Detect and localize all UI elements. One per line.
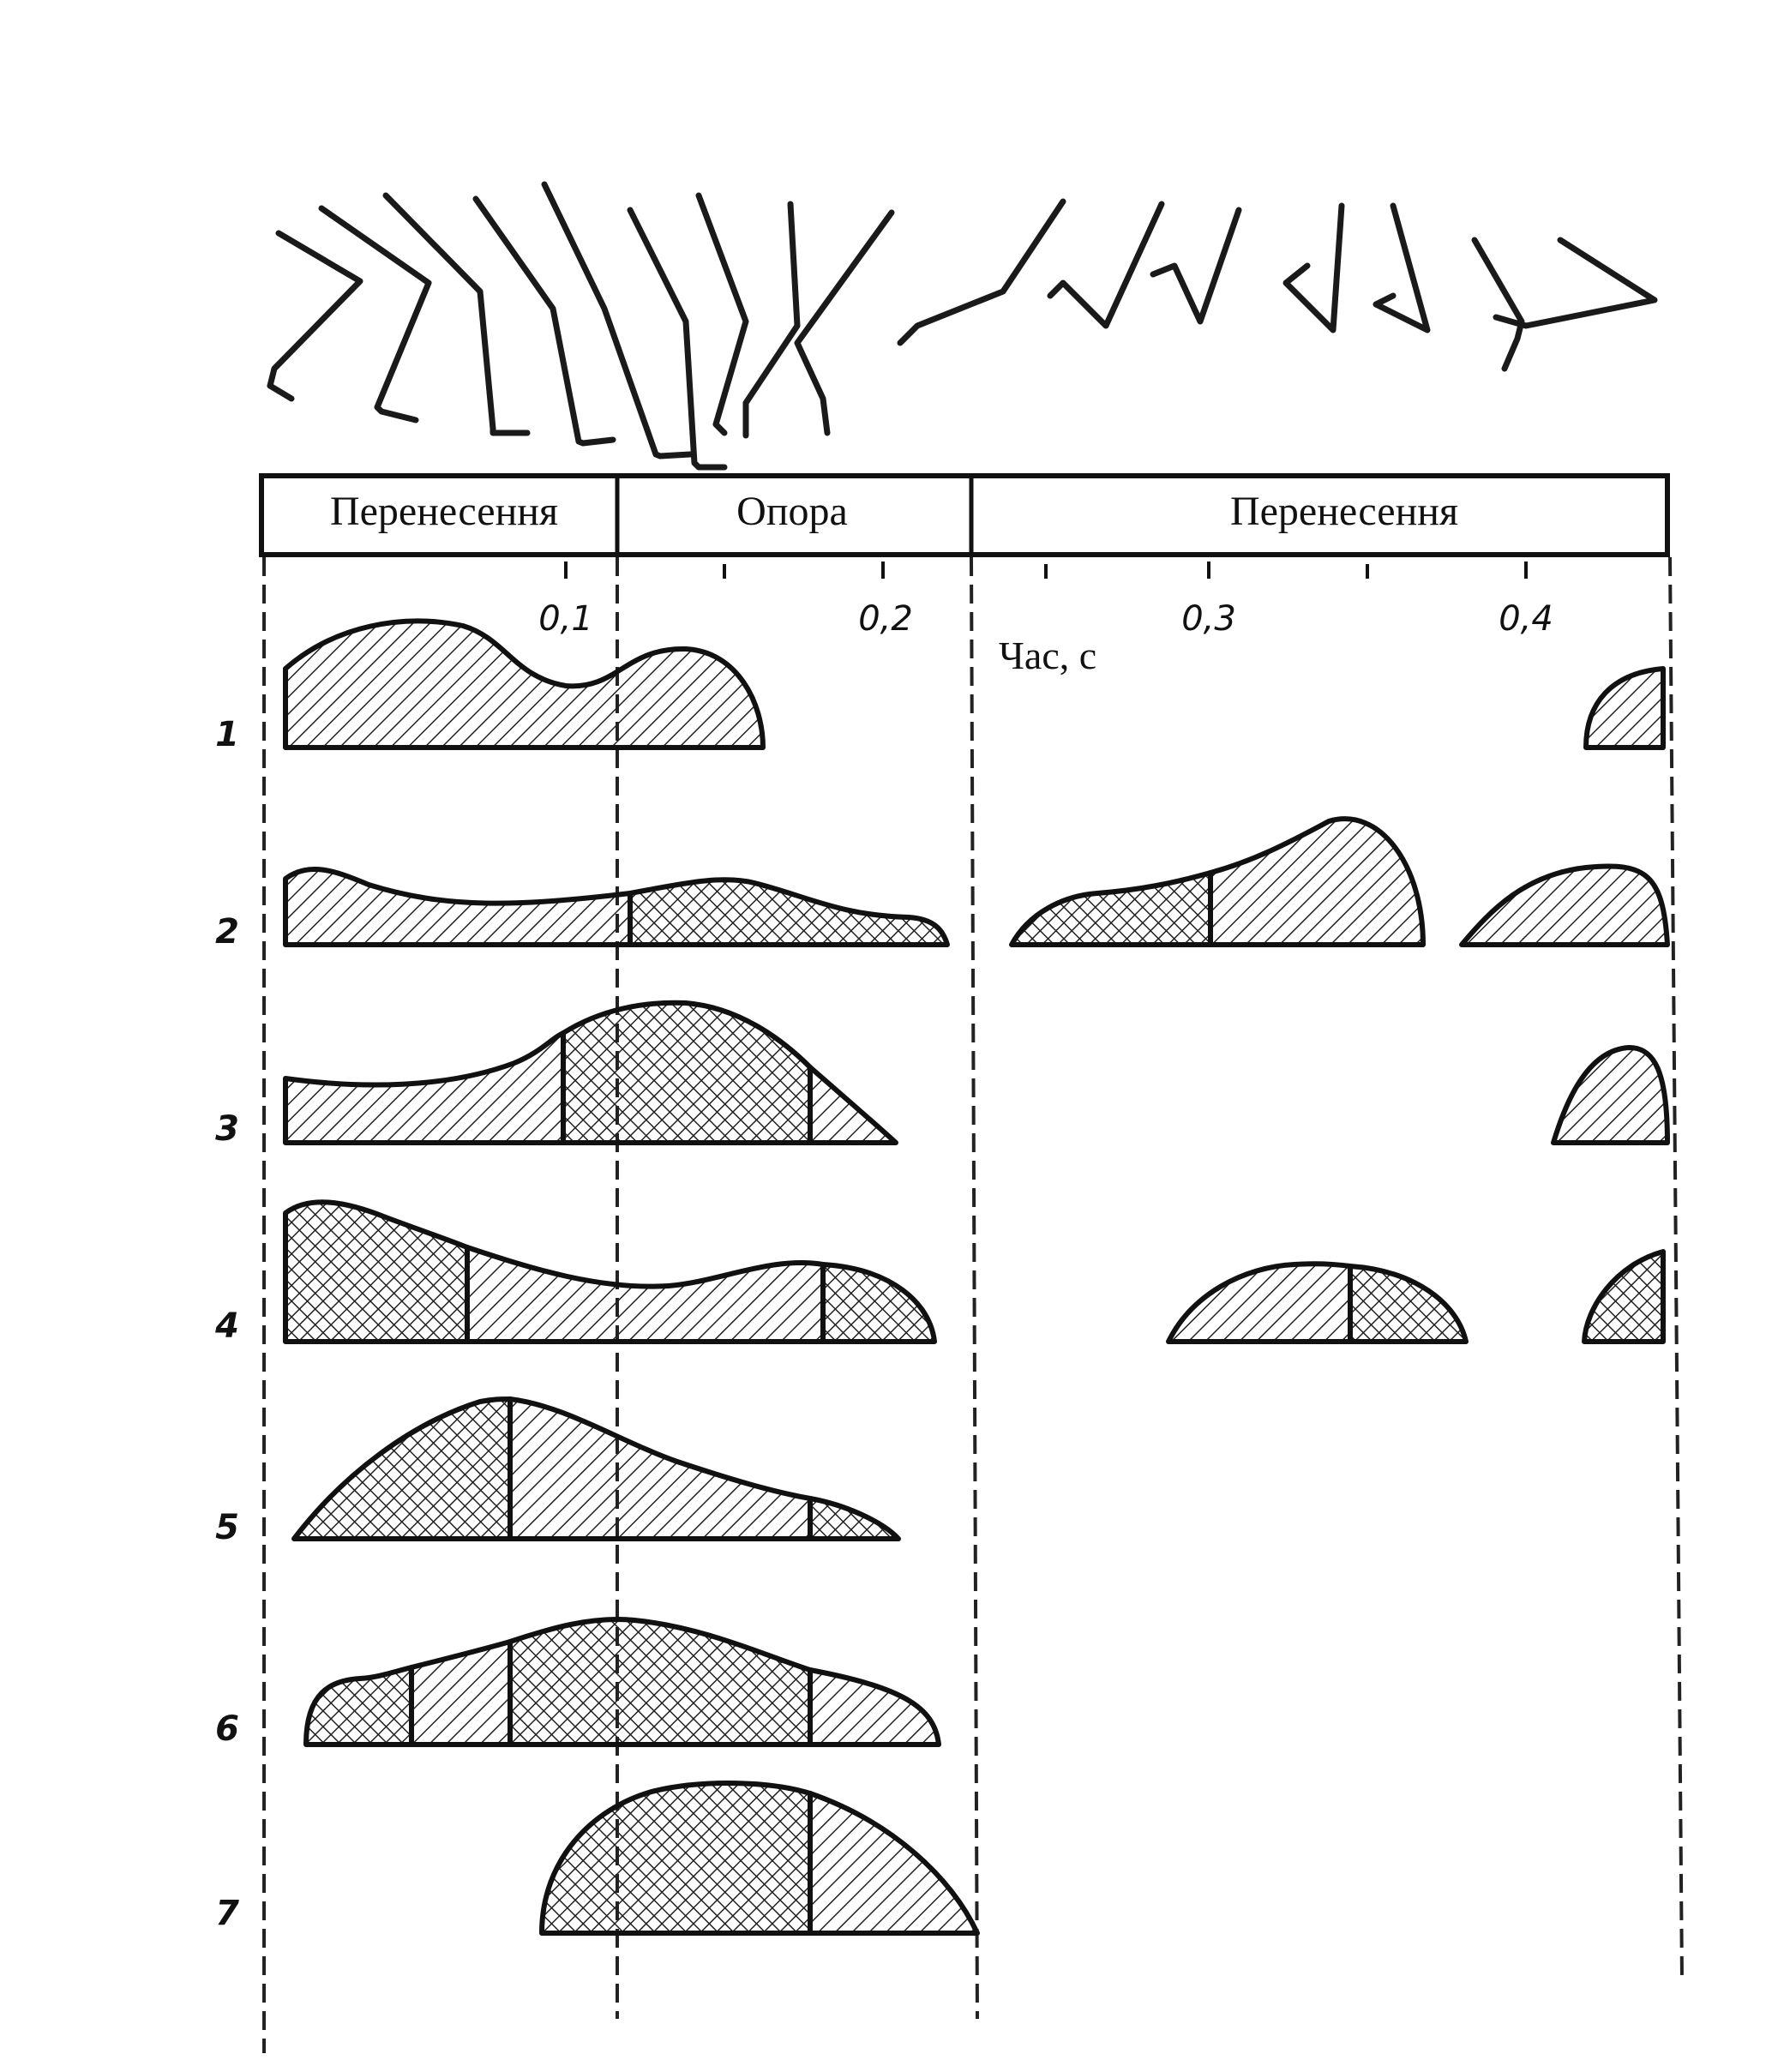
activity-burst-row-3a <box>285 1033 563 1143</box>
activity-burst-row-6d <box>810 1670 939 1745</box>
stick-figure-2 <box>321 208 429 420</box>
phase-label-swing-1: Перенесення <box>329 489 559 534</box>
stick-figure-8 <box>746 204 797 435</box>
time-tick-label: 0,3 <box>1181 599 1236 639</box>
time-axis <box>566 562 1526 579</box>
row-label: 1 <box>215 715 239 754</box>
activity-burst-row-5b <box>510 1399 810 1539</box>
activity-burst-row-4c <box>823 1264 934 1342</box>
activity-burst-row-4f <box>1584 1252 1663 1342</box>
activity-burst-row-3d <box>1553 1048 1667 1143</box>
phase-label-swing-2: Перенесення <box>1229 489 1459 534</box>
activity-burst-row-6c <box>510 1619 810 1745</box>
activity-burst-row-4d <box>1168 1264 1350 1342</box>
activity-burst-row-3c <box>810 1067 896 1143</box>
stick-figure-15 <box>1475 240 1522 369</box>
activity-burst-row-3b <box>563 1003 810 1143</box>
stick-figure-12 <box>1153 210 1239 321</box>
activity-burst-row-4a <box>285 1202 467 1342</box>
activity-row-5 <box>294 1399 898 1539</box>
activity-burst-row-4e <box>1350 1266 1466 1342</box>
row-label: 2 <box>215 912 239 952</box>
activity-burst-row-1b <box>1586 669 1663 748</box>
time-tick-label: 0,2 <box>858 599 913 639</box>
stick-figure-13 <box>1286 206 1342 330</box>
activity-burst-row-2d <box>1210 819 1423 945</box>
row-label: 3 <box>215 1109 239 1149</box>
stick-figure-9 <box>797 213 892 433</box>
time-tick-label: 0,4 <box>1499 599 1553 639</box>
activity-burst-row-2a <box>285 869 630 945</box>
activity-burst-row-2e <box>1462 866 1667 945</box>
time-axis-title: Час, с <box>999 634 1097 677</box>
row-labels <box>214 715 239 1933</box>
activity-row-2 <box>285 819 1667 945</box>
row-label: 4 <box>215 1306 239 1346</box>
leg-stick-figures <box>270 184 1655 467</box>
time-tick-label: 0,1 <box>538 599 593 639</box>
activity-burst-row-7a <box>542 1783 810 1933</box>
stick-figure-1 <box>270 233 360 399</box>
activity-row-6 <box>306 1619 939 1745</box>
stick-figure-4 <box>476 199 613 443</box>
stick-figure-3 <box>386 195 527 433</box>
activity-burst-row-2c <box>1012 873 1210 945</box>
stick-figure-10 <box>900 201 1063 343</box>
stick-figure-14 <box>1376 206 1427 330</box>
activity-burst-row-4b <box>467 1247 823 1342</box>
activity-row-3 <box>285 1003 1667 1143</box>
activity-burst-row-7b <box>810 1793 977 1933</box>
activity-row-7 <box>542 1783 977 1933</box>
row-label: 6 <box>215 1709 239 1749</box>
activity-burst-row-5c <box>810 1498 898 1539</box>
phase-header <box>261 476 1667 555</box>
phase-label-stance: Опора <box>736 489 848 534</box>
activity-row-1 <box>285 621 1663 748</box>
activity-burst-row-6a <box>306 1667 411 1745</box>
activity-burst-row-6b <box>411 1642 510 1745</box>
activity-burst-row-5a <box>294 1399 510 1539</box>
row-label: 5 <box>215 1508 239 1547</box>
activity-burst-row-1a <box>285 621 763 748</box>
stick-figure-5 <box>544 184 690 456</box>
row-label: 7 <box>215 1894 239 1933</box>
stick-figure-11 <box>1050 204 1162 326</box>
activity-burst-row-2b <box>630 880 947 945</box>
stick-figure-7 <box>699 195 746 433</box>
